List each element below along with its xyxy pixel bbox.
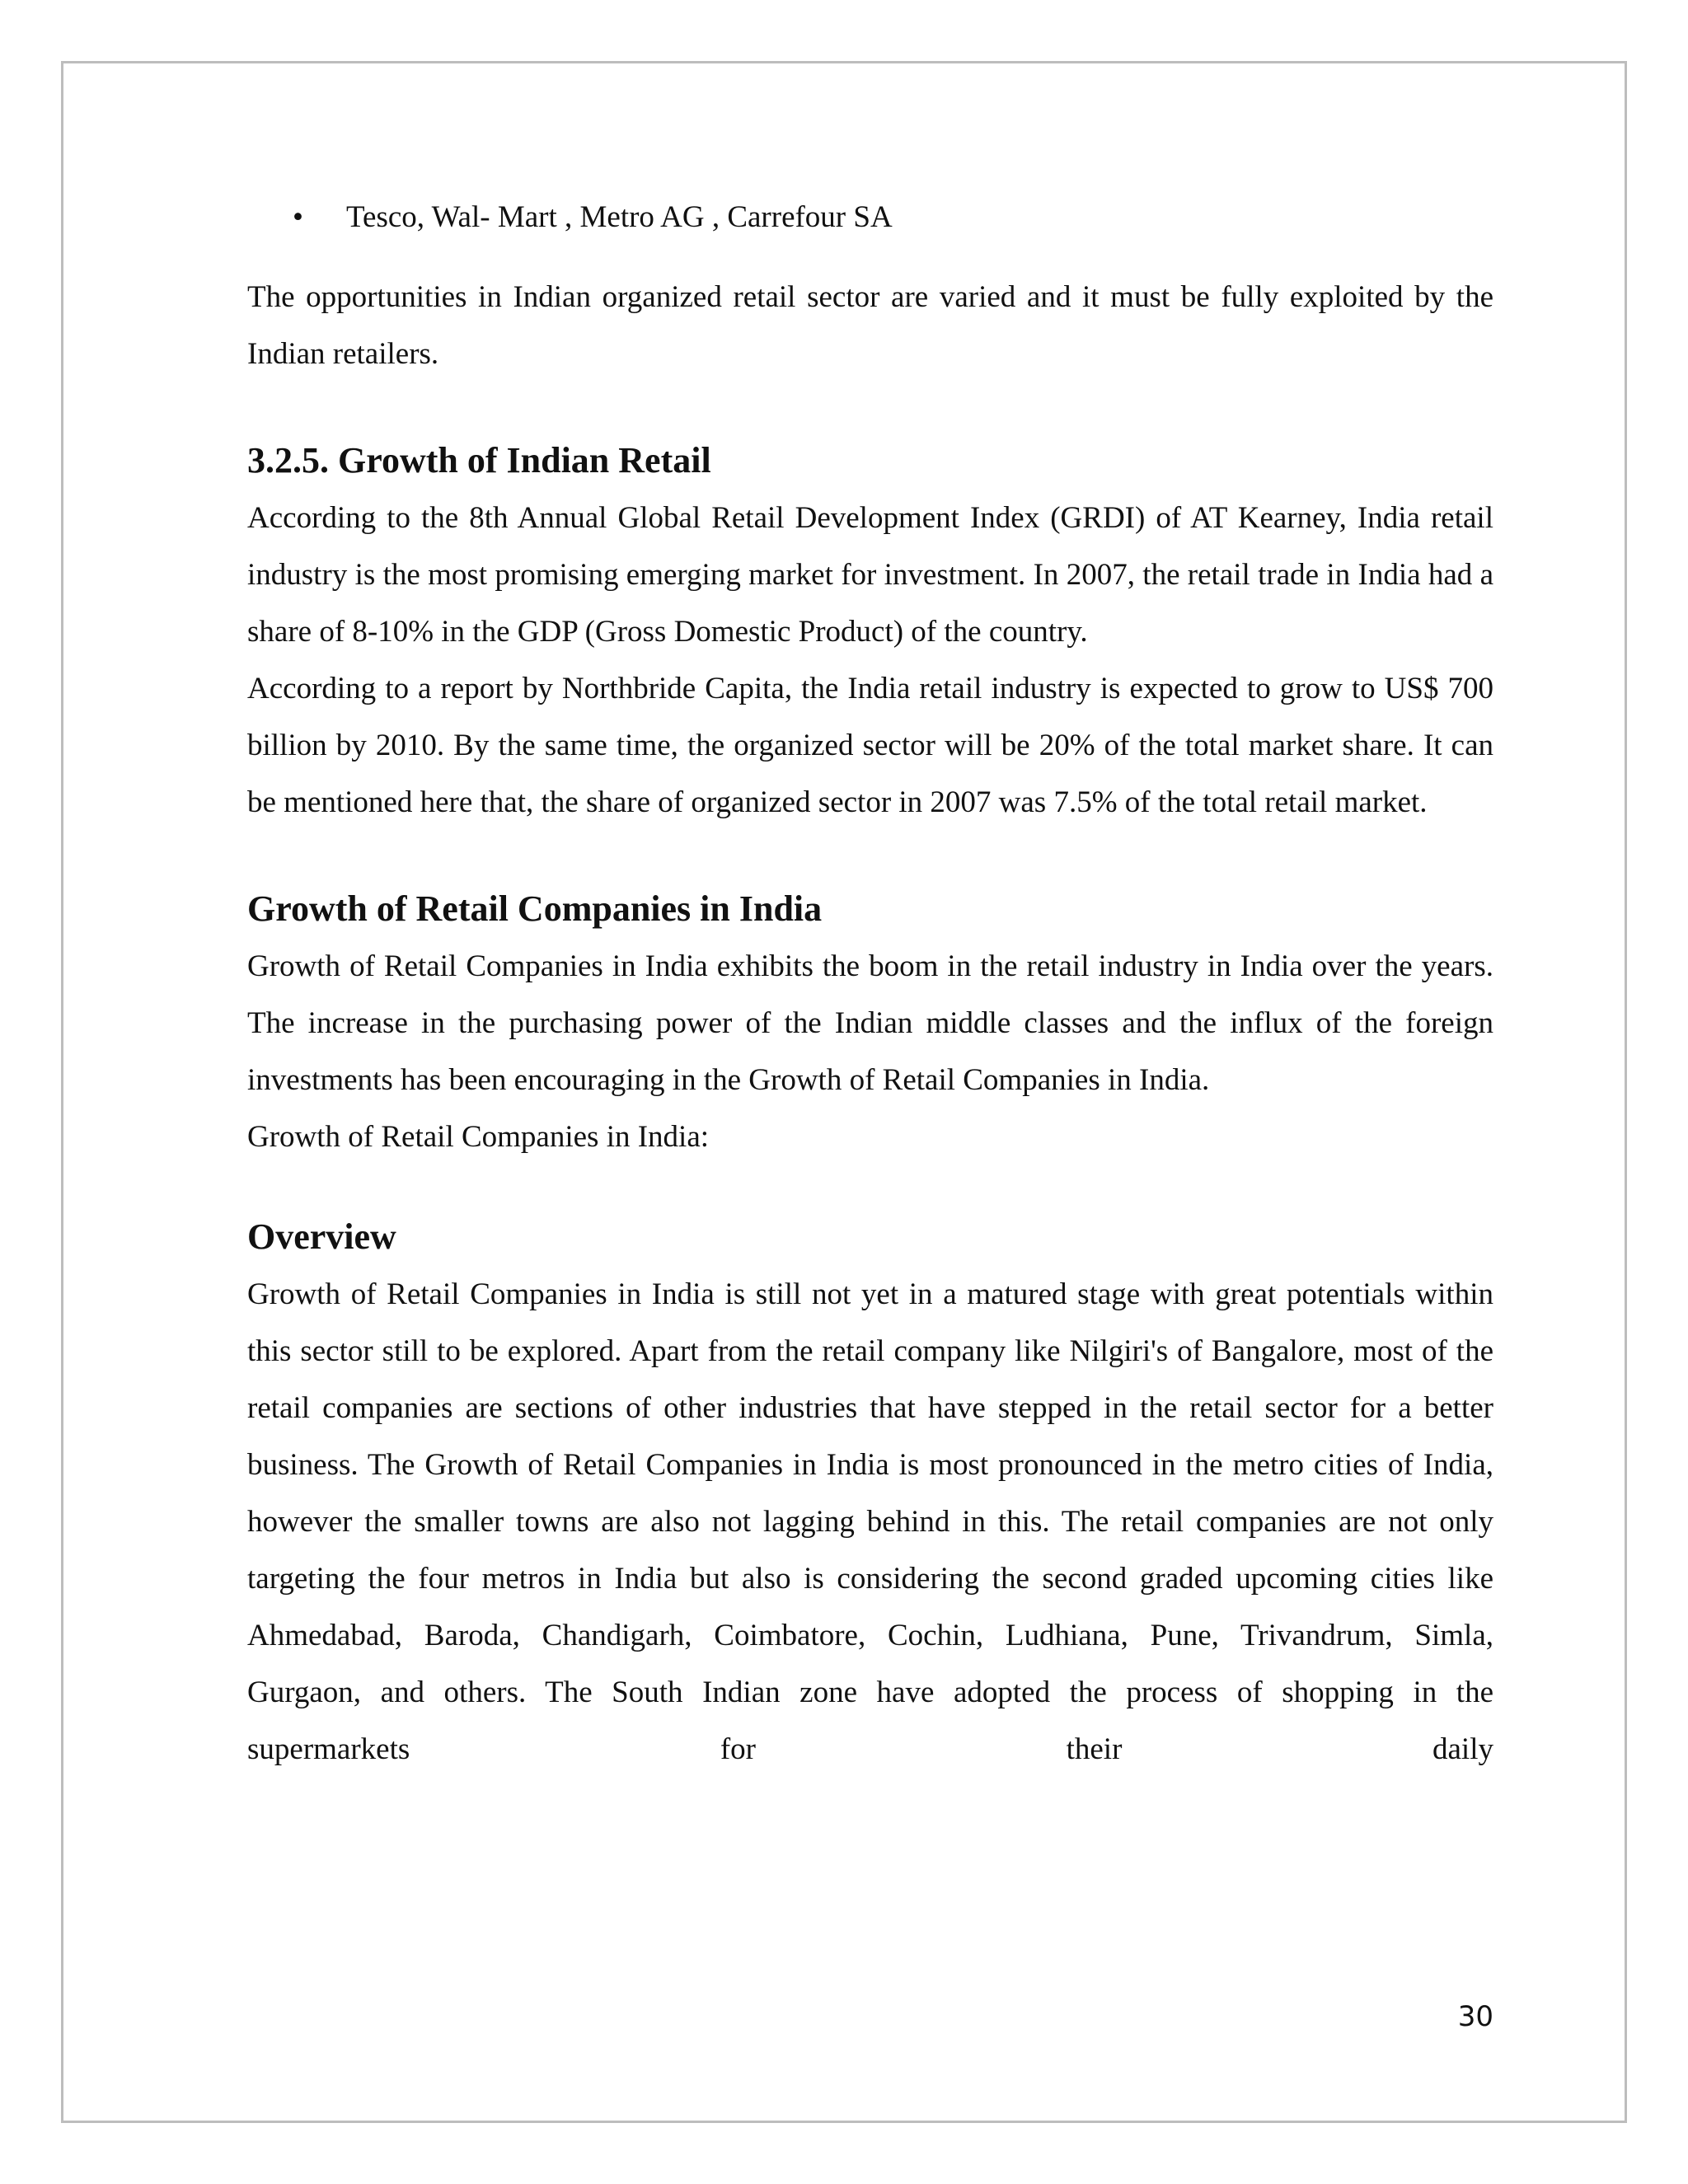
section-heading-overview: Overview: [247, 1216, 396, 1257]
bullet-list-item: [293, 190, 1493, 246]
section-heading-growth-indian-retail: 3.2.5. Growth of Indian Retail: [247, 440, 711, 480]
overview-paragraph: Growth of Retail Companies in India is still not yet in a matured stage with great potentials within this sector still to be explored. Apart from the retail company like Nilgiri's of Bangalore, most of the retail companies are sections of other industries that have stepped in the retail sector for a better business. The Growth of Retail Companies in India is most pronounced in the metro cities of India, however the smaller towns are also not lagging behind in this. The retail companies are not only targeting the four metros in India but also is considering the second graded upcoming cities like Ahmedabad, Baroda, Chandigarh, Coimbatore, Cochin, Ludhiana, Pune, Trivandrum, Simla, Gurgaon, and others. The South Indian zone have adopted the process of shopping in the supermarkets for their daily: [247, 1277, 1493, 1766]
page-number: 30: [1457, 2000, 1493, 2033]
intro-paragraph: The opportunities in Indian organized retail sector are varied and it must be fully exploited by the Indian retailers.: [247, 280, 1493, 371]
section-heading-retail-companies: Growth of Retail Companies in India: [247, 888, 823, 929]
bullet-text: Tesco, Wal- Mart , Metro AG , Carrefour SA: [346, 200, 893, 234]
growth-retail-paragraph-1: According to the 8th Annual Global Retail Development Index (GRDI) of AT Kearney, India retail industry is the most promising emerging market for investment. In 2007, the retail trade in India had a share of 8-10% in the GDP (Gross Domestic Product) of the country.: [247, 501, 1493, 649]
page-content: [247, 190, 1493, 1778]
companies-paragraph-2: Growth of Retail Companies in India:: [247, 1120, 710, 1154]
companies-paragraph-1: Growth of Retail Companies in India exhibits the boom in the retail industry in India over the years. The increase in the purchasing power of the Indian middle classes and the influx of the foreign investments has been encouraging in the Growth of Retail Companies in India.: [247, 949, 1493, 1097]
growth-retail-paragraph-2: According to a report by Northbride Capita, the India retail industry is expected to grow to US$ 700 billion by 2010. By the same time, the organized sector will be 20% of the total market share. It can be mentioned here that, the share of organized sector in 2007 was 7.5% of the total retail market.: [247, 672, 1493, 819]
bullet-icon: •: [293, 200, 303, 234]
